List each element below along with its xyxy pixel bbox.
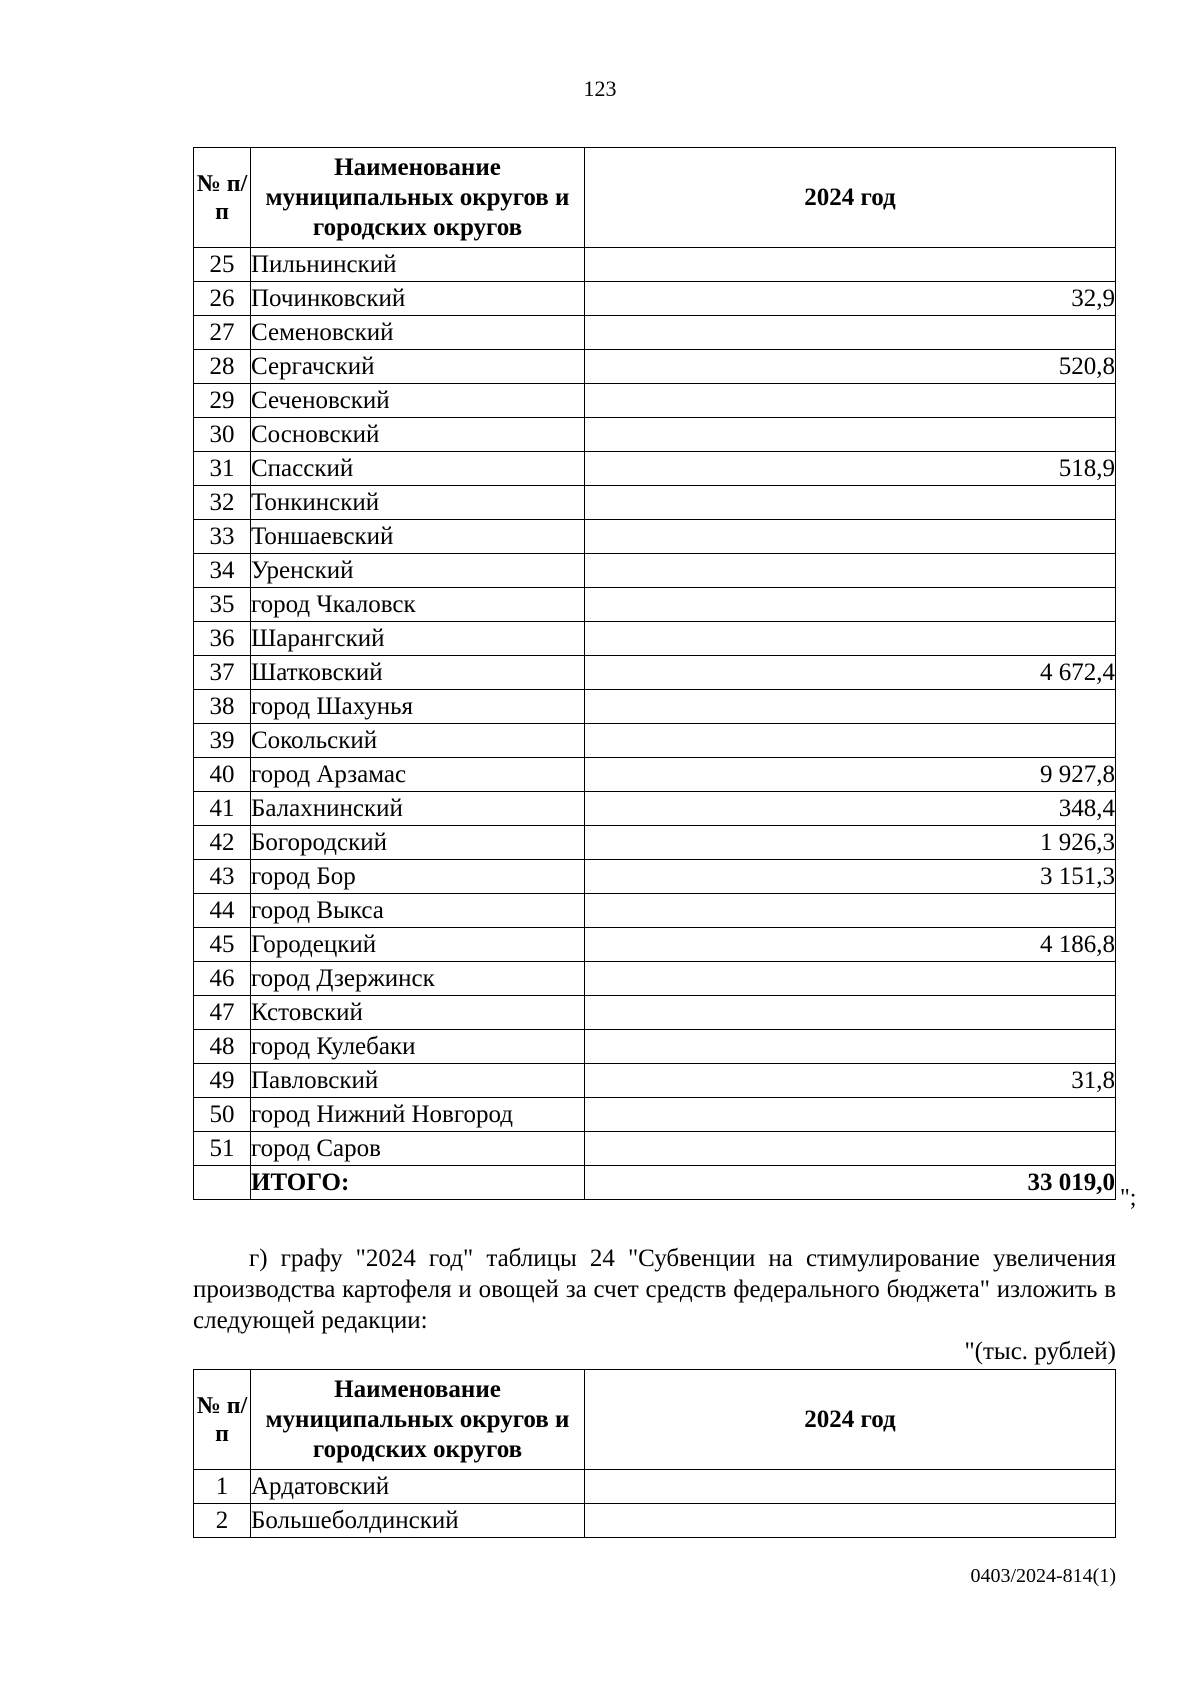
row-value <box>585 248 1116 282</box>
row-number: 45 <box>194 928 251 962</box>
row-number: 34 <box>194 554 251 588</box>
row-number: 26 <box>194 282 251 316</box>
row-value: 9 927,8 <box>585 758 1116 792</box>
header-year: 2024 год <box>585 148 1116 248</box>
row-value <box>585 690 1116 724</box>
table-row <box>194 588 1116 622</box>
total-row <box>194 1166 1116 1200</box>
district-name: Шатковский <box>251 656 585 690</box>
district-name: город Саров <box>251 1132 585 1166</box>
row-value: 31,8 <box>585 1064 1116 1098</box>
district-name: Сокольский <box>251 724 585 758</box>
district-name: Большеболдинский <box>251 1504 585 1538</box>
table-row <box>194 860 1116 894</box>
row-number: 47 <box>194 996 251 1030</box>
row-number: 42 <box>194 826 251 860</box>
row-value <box>585 316 1116 350</box>
table-row <box>194 1030 1116 1064</box>
table-header-row <box>194 148 1116 248</box>
row-value: 518,9 <box>585 452 1116 486</box>
district-name: Пильнинский <box>251 248 585 282</box>
row-number: 46 <box>194 962 251 996</box>
district-name: город Чкаловск <box>251 588 585 622</box>
row-number: 51 <box>194 1132 251 1166</box>
row-value <box>585 622 1116 656</box>
row-value: 3 151,3 <box>585 860 1116 894</box>
table-row <box>194 452 1116 486</box>
row-number: 1 <box>194 1470 251 1504</box>
unit-note: "(тыс. рублей) <box>964 1338 1116 1365</box>
row-value <box>585 418 1116 452</box>
table-body <box>194 1470 1116 1538</box>
document-code: 0403/2024-814(1) <box>970 1565 1116 1587</box>
row-number: 38 <box>194 690 251 724</box>
page-number: 123 <box>583 76 617 101</box>
table-row <box>194 520 1116 554</box>
row-number: 35 <box>194 588 251 622</box>
row-value <box>585 894 1116 928</box>
total-value: 33 019,0 <box>585 1166 1116 1200</box>
row-number: 36 <box>194 622 251 656</box>
row-value <box>585 962 1116 996</box>
table-row <box>194 996 1116 1030</box>
district-name: город Шахунья <box>251 690 585 724</box>
district-name: город Выкса <box>251 894 585 928</box>
row-value: 4 186,8 <box>585 928 1116 962</box>
district-name: Починковский <box>251 282 585 316</box>
row-number: 40 <box>194 758 251 792</box>
row-number: 31 <box>194 452 251 486</box>
amendment-paragraph: г) графу "2024 год" таблицы 24 "Субвенции на стимулирование увеличения производства картофеля и овощей за счет средств федерального бюджета" изложить в следующей редакции: <box>193 1245 1116 1334</box>
district-name: город Дзержинск <box>251 962 585 996</box>
district-name: Сосновский <box>251 418 585 452</box>
table-body <box>194 248 1116 1166</box>
district-name: Уренский <box>251 554 585 588</box>
table-row <box>194 724 1116 758</box>
table-row <box>194 1132 1116 1166</box>
allocation-table-top <box>193 147 1116 1200</box>
district-name: Павловский <box>251 1064 585 1098</box>
table-row <box>194 622 1116 656</box>
table-header-row <box>194 1370 1116 1470</box>
row-value <box>585 1030 1116 1064</box>
district-name: город Бор <box>251 860 585 894</box>
row-value: 32,9 <box>585 282 1116 316</box>
row-number: 50 <box>194 1098 251 1132</box>
total-num-cell <box>194 1166 251 1200</box>
district-name: город Нижний Новгород <box>251 1098 585 1132</box>
row-value <box>585 996 1116 1030</box>
table-row <box>194 554 1116 588</box>
row-value <box>585 384 1116 418</box>
total-label: ИТОГО: <box>251 1166 585 1200</box>
row-value <box>585 588 1116 622</box>
row-number: 32 <box>194 486 251 520</box>
row-number: 33 <box>194 520 251 554</box>
row-value <box>585 486 1116 520</box>
row-number: 49 <box>194 1064 251 1098</box>
district-name: город Арзамас <box>251 758 585 792</box>
row-number: 25 <box>194 248 251 282</box>
table-row <box>194 316 1116 350</box>
table-row <box>194 1504 1116 1538</box>
table-row <box>194 894 1116 928</box>
table-row <box>194 350 1116 384</box>
row-number: 39 <box>194 724 251 758</box>
district-name: Сеченовский <box>251 384 585 418</box>
district-name: Тоншаевский <box>251 520 585 554</box>
district-name: Богородский <box>251 826 585 860</box>
district-name: город Кулебаки <box>251 1030 585 1064</box>
district-name: Ардатовский <box>251 1470 585 1504</box>
row-value <box>585 1132 1116 1166</box>
row-number: 41 <box>194 792 251 826</box>
district-name: Семеновский <box>251 316 585 350</box>
row-value: 1 926,3 <box>585 826 1116 860</box>
table-row <box>194 418 1116 452</box>
table-row <box>194 792 1116 826</box>
table-row <box>194 248 1116 282</box>
table-row <box>194 962 1116 996</box>
table-row <box>194 282 1116 316</box>
row-value <box>585 520 1116 554</box>
table-row <box>194 690 1116 724</box>
table-row <box>194 1470 1116 1504</box>
row-number: 29 <box>194 384 251 418</box>
header-name: Наименование муниципальных округов и городских округов <box>251 148 585 248</box>
header-number: № п/п <box>194 1370 251 1470</box>
row-number: 37 <box>194 656 251 690</box>
header-year: 2024 год <box>585 1370 1116 1470</box>
row-value <box>585 554 1116 588</box>
row-value <box>585 1504 1116 1538</box>
row-value <box>585 1098 1116 1132</box>
row-number: 28 <box>194 350 251 384</box>
header-name: Наименование муниципальных округов и городских округов <box>251 1370 585 1470</box>
table-row <box>194 1064 1116 1098</box>
row-number: 30 <box>194 418 251 452</box>
district-name: Городецкий <box>251 928 585 962</box>
row-value <box>585 1470 1116 1504</box>
table-row <box>194 486 1116 520</box>
row-number: 43 <box>194 860 251 894</box>
district-name: Балахнинский <box>251 792 585 826</box>
row-value: 4 672,4 <box>585 656 1116 690</box>
allocation-table-bottom <box>193 1369 1116 1538</box>
row-number: 27 <box>194 316 251 350</box>
row-number: 44 <box>194 894 251 928</box>
district-name: Кстовский <box>251 996 585 1030</box>
closing-quote: "; <box>1120 1185 1137 1211</box>
row-number: 48 <box>194 1030 251 1064</box>
table-row <box>194 928 1116 962</box>
district-name: Сергачский <box>251 350 585 384</box>
district-name: Спасский <box>251 452 585 486</box>
table-row <box>194 826 1116 860</box>
row-number: 2 <box>194 1504 251 1538</box>
header-number: № п/п <box>194 148 251 248</box>
district-name: Тонкинский <box>251 486 585 520</box>
row-value: 520,8 <box>585 350 1116 384</box>
table-row <box>194 384 1116 418</box>
row-value <box>585 724 1116 758</box>
district-name: Шарангский <box>251 622 585 656</box>
row-value: 348,4 <box>585 792 1116 826</box>
table-row <box>194 1098 1116 1132</box>
table-row <box>194 656 1116 690</box>
table-row <box>194 758 1116 792</box>
